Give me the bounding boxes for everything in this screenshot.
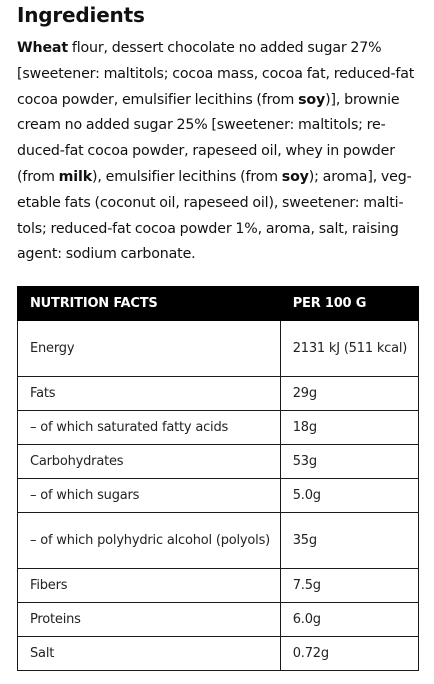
ingredients-line: agent: sodium carbonate. (17, 246, 196, 263)
nutrient-value: 53g (280, 445, 418, 479)
table-row (18, 637, 419, 671)
ingredients-line: Wheat flour, dessert chocolate no added sugar 27% (17, 40, 382, 56)
nutrient-label: Carbohydrates (18, 445, 281, 479)
ingredients-line: [sweetener: maltitols; cocoa mass, cocoa fat, reduced-fat (17, 65, 415, 82)
nutrient-value: 35g (280, 513, 418, 569)
nutrient-label: Proteins (18, 603, 281, 637)
ingredients-line: tols; reduced-fat cocoa powder 1%, aroma, salt, raising (17, 220, 399, 237)
ingredients-line: etable fats (coconut oil, rapeseed oil), sweetener: malti- (17, 194, 404, 211)
nutrient-value: 7.5g (280, 569, 418, 603)
nutrient-value: 6.0g (280, 603, 418, 637)
nutrient-label: – of which saturated fatty acids (18, 411, 281, 445)
nutrient-label: – of which sugars (18, 479, 281, 513)
table-row (18, 479, 419, 513)
nutrient-value: 2131 kJ (511 kcal) (280, 321, 418, 377)
nutrition-header-row (18, 287, 419, 321)
nutrient-label: Energy (18, 321, 281, 377)
nutrition-table (17, 286, 419, 671)
nutrient-value: 29g (280, 377, 418, 411)
ingredients-line: cream no added sugar 25% [sweetener: maltitols; re- (17, 117, 386, 134)
ingredients-text (17, 36, 417, 268)
ingredients-line: (from milk), emulsifier lecithins (from soy); aroma], veg- (17, 168, 412, 185)
nutrient-value: 5.0g (280, 479, 418, 513)
nutrient-value: 18g (280, 411, 418, 445)
ingredients-heading: Ingredients (17, 3, 145, 27)
table-row (18, 569, 419, 603)
table-row (18, 377, 419, 411)
allergen-wheat: Wheat (17, 40, 68, 56)
nutrient-label: Fibers (18, 569, 281, 603)
ingredients-line: duced-fat cocoa powder, rapeseed oil, whey in powder (17, 143, 395, 160)
table-row (18, 445, 419, 479)
allergen-soy: soy (298, 91, 326, 108)
table-row (18, 513, 419, 569)
table-row (18, 411, 419, 445)
nutrient-label: – of which polyhydric alcohol (polyols) (18, 513, 281, 569)
nutrient-label: Fats (18, 377, 281, 411)
allergen-milk: milk (58, 168, 93, 185)
allergen-soy: soy (281, 168, 309, 185)
ingredients-line: cocoa powder, emulsifier lecithins (from soy)], brownie (17, 91, 400, 108)
per-100g-header: PER 100 G (280, 287, 418, 321)
nutrient-value: 0.72g (280, 637, 418, 671)
nutrient-label: Salt (18, 637, 281, 671)
table-row (18, 603, 419, 637)
nutrition-facts-header: NUTRITION FACTS (18, 287, 281, 321)
table-row (18, 321, 419, 377)
